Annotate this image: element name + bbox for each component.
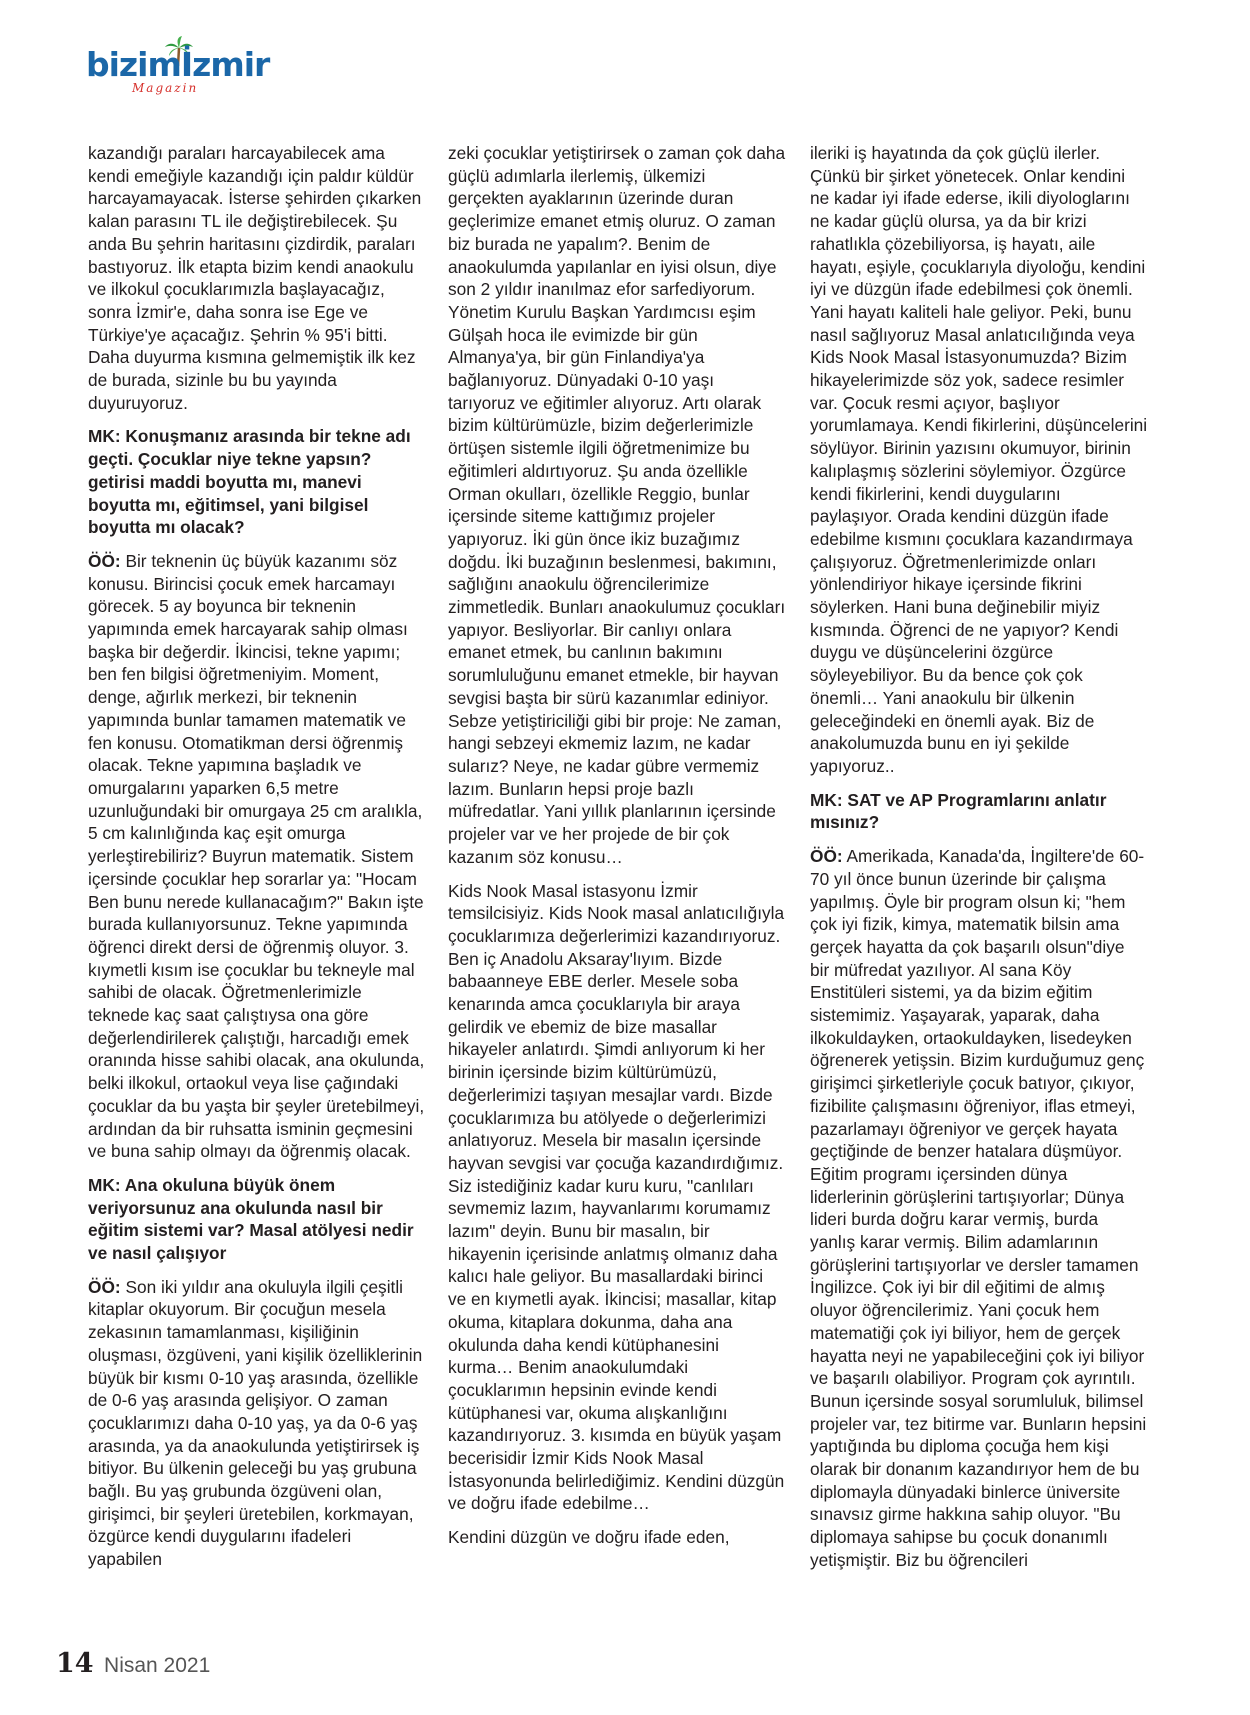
masthead-logo [86, 40, 270, 102]
interview-answer [88, 550, 426, 1163]
masthead-title [86, 45, 270, 84]
interview-question: MK: Ana okuluna büyük önem veriyorsunuz ana okulunda nasıl bir eğitim sistemi var? Masal atölyesi nedir ve nasıl çalışıyor [88, 1174, 414, 1264]
text-column-1 [88, 142, 426, 1582]
masthead-subtitle: Magazin [132, 81, 199, 95]
body-paragraph: zeki çocuklar yetiştirirsek o zaman çok daha güçlü adımlarla ilerlemiş, ülkemizi gerçekten ayaklarının üzerinde duran geçlerimize emanet etmiş oluruz. O zaman biz burada ne yapalım?. Benim de anaokulumda yapılanlar en iyisi olsun, diye son 2 yıldır inanılmaz efor sarfediyorum. Yönetim Kurulu Başkan Yardımcısı eşim Gülşah hoca ile evimizde bir gün Almanya'ya, bir gün Finlandiya'ya bağlanıyoruz. Dünyadaki 0-10 yaşı tarıyoruz ve eğitimler alıyoruz. Artı olarak bizim kültürümüzle, bizim değerlerimizle örtüşen sistemle ilgili öğretmenimize bu eğitimleri aldırtıyoruz. Şu anda özellikle Orman okulları, özellikle Reggio, bunlar içersinde siteme kattığımız projeler yapıyoruz. İki gün önce ikiz buzağımız doğdu. İki buzağının beslenmesi, bakımını, sağlığını anaokulu öğrencilerimize zimmetledik. Bunları anaokulumuz çocukları yapıyor. Besliyorlar. Bir canlıyı onlara emanet etmek, bu canlının bakımını sorumluluğunu emanet etmekle, bir hayvan sevgisi başta bir sürü kazanımlar ediniyor. Sebze yetiştiriciliği gibi bir proje: Ne zaman, hangi sebzeyi ekmemiz lazım, ne kadar sularız? Neye, ne kadar gübre vermemiz lazım. Bunların hepsi proje bazlı müfredatlar. Yani yıllık planlarının içersinde projeler var ve her projede de bir çok kazanım söz konusu… [448, 143, 786, 867]
issue-date: Nisan 2021 [104, 1654, 211, 1677]
answer-text: Amerikada, Kanada'da, İngiltere'de 60- 70 yıl önce bunun üzerinde bir çalışma yapılmış. Öyle bir program olsun ki; "hem çok iyi fizik, kimya, matematik bilsin ama gerçek hayatta da çok başarılı olsun"diye bir müfredat yazılıyor. Al sana Köy Enstitüleri sistemi, ya da bizim eğitim sistemimiz. Yaşayarak, yaparak, daha ilkokuldayken, ortaokuldayken, lisedeyken öğrenerek yetişsin. Bizim kurduğumuz genç girişimci şirketleriyle çocuk batıyor, çıkıyor, fizibilite çalışmasını öğreniyor, iflas etmeyi, pazarlamayı öğreniyor ve gerçek hayata geçtiğinde de benzer hatalara düşmüyor. Eğitim programı içersinden dünya liderlerinin görüşlerini tartışıyorlar; Dünya lideri burda doğru karar vermiş, burda yanlış karar vermiş. Bilim adamlarının görüşlerini tartışıyorlar ve dersler tamamen İngilizce. Çok iyi bir dil eğitimi de almış oluyor öğrencilerimiz. Yani çocuk hem matematiği çok iyi biliyor, hem de gerçek hayatta neyi ne yapabileceğini çok iyi biliyor ve başarılı olabiliyor. Program çok ayrıntılı. Bunun içersinde sosyal sorumluluk, bilimsel projeler var, tez bitirme var. Bunların hepsini yaptığında bu diploma çocuğa hem kişi olarak bir donanım kazandırıyor hem de bu diplomayla dünyadaki binlerce üniversite sınavsız girme hakkına sahip oluyor. "Bu diplomaya sahipse bu çocuk donanımlı yetişmiştir. Biz bu öğrencileri [810, 846, 1147, 1570]
answer-text: Bir teknenin üç büyük kazanımı söz konusu. Birincisi çocuk emek harcamayı görecek. 5 ay boyunca bir teknenin yapımında emek harcayarak sahip olması başka bir değerdir. İkincisi, tekne yapımı; ben fen bilgisi öğretmeniyim. Moment, denge, ağırlık merkezi, bir teknenin yapımında bunlar tamamen matematik ve fen konusu. Otomatikman dersi öğrenmiş olacak. Tekne yapımına başladık ve omurgalarını yaparken 6,5 metre uzunluğundaki bir omurgaya 25 cm aralıkla, 5 cm kalınlığında kaç eşit omurga yerleştirebiliriz? Buyrun matematik. Sistem içersinde çocuklar hep sorarlar ya: "Hocam Ben bunu nerede kullanacağım?" Bakın işte burada kullanıyorsunuz. Tekne yapımında öğrenci direkt dersi de öğrenmiş oluyor. 3. kıymetli kısım ise çocuklar bu tekneyle mal sahibi de olacak. Öğretmenlerimizle teknede kaç saat çalıştıysa ona göre değerlendirilerek çalıştığı, harcadığı emek oranında hisse sahibi olacak, ana okulunda, belki ilkokul, ortaokul veya lise çağındaki çocuklar da bu yaşta bir şeyler üretebilmeyi, ardından da bir ruhsatta isminin geçmesini ve buna sahip olmayı da öğrenmiş olacak. [88, 550, 425, 1162]
speaker-label: ÖÖ: [810, 846, 843, 867]
speaker-label: ÖÖ: [88, 1276, 121, 1297]
masthead-brand-a: bizim [86, 45, 181, 84]
body-paragraph: ileriki iş hayatında da çok güçlü ilerler. Çünkü bir şirket yönetecek. Onlar kendini ne kadar iyi ifade ederse, ikili diyologlarını ne kadar güçlü olursa, ya da bir krizi rahatlıkla çözebiliyorsa, iş hayatı, aile hayatı, eşiyle, çocuklarıyla diyoloğu, kendini iyi ve düzgün ifade edebilmesi çok önemli. Yani hayatı kaliteli hale geliyor. Peki, bunu nasıl sağlıyoruz Masal anlatıcılığında veya Kids Nook Masal İstasyonumuzda? Bizim hikayelerimizde söz yok, sadece resimler var. Çocuk resmi açıyor, başlıyor yorumlamaya. Kendi fikirlerini, düşüncelerini söylüyor. Birinin yazısını okumuyor, birinin kalıplaşmış sözlerini söylemiyor. Özgürce kendi fikirlerini, kendi duygularını paylaşıyor. Orada kendini düzgün ifade edebilme kısmını çocuklara kazandırmaya çalışıyoruz. Öğretmenlerimizde onları yönlendiriyor hikaye içersinde fikrini söylerken. Hani buna değinebilir miyiz kısmında. Öğrenci de ne yapıyor? Kendi duygu ve düşüncelerini özgürce söyleyebiliyor. Bu da bence çok çok önemli… Yani anaokulu bir ülkenin geleceğindeki en önemli ayak. Biz de anakolumuzda bunu en iyi şekilde yapıyoruz.. [810, 143, 1148, 776]
speaker-label: ÖÖ: [88, 550, 121, 571]
masthead-brand-b: İzmir [180, 45, 270, 84]
interview-answer [810, 845, 1148, 1572]
text-column-3 [810, 142, 1148, 1583]
page-footer [56, 1648, 210, 1679]
page-number: 14 [56, 1648, 94, 1679]
answer-text: Son iki yıldır ana okuluyla ilgili çeşitli kitaplar okuyorum. Bir çocuğun mesela zekasının tamamlanması, kişiliğinin oluşması, özgüveni, yani kişilik özelliklerinin büyük bir kısmı 0-10 yaş arasında, özellikle de 0-6 yaş arasında gelişiyor. O zaman çocuklarımızı daha 0-10 yaş, ya da 0-6 yaş arasında, ya da anaokulunda yetiştirirsek iş bitiyor. Bu ülkenin geleceği bu yaş grubuna bağlı. Bu yaş grubunda özgüveni olan, girişimci, bir şeyleri üretebilen, korkmayan, özgürce kendi duygularını ifadeleri yapabilen [88, 1276, 423, 1570]
body-paragraph: Kendini düzgün ve doğru ifade eden, [448, 1527, 730, 1548]
interview-question: MK: SAT ve AP Programlarını anlatır mısınız? [810, 789, 1107, 833]
text-column-2 [448, 142, 786, 1560]
body-paragraph: kazandığı paraları harcayabilecek ama kendi emeğiyle kazandığı için paldır küldür harcayamayacak. İsterse şehirden çıkarken kalan parasını TL ile değiştirebilecek. Şu anda Bu şehrin haritasını çizdirdik, paraları bastıyoruz. İlk etapta bizim kendi anaokulu ve ilkokul çocuklarımızla başlayacağız, sonra İzmir'e, daha sonra ise Ege ve Türkiye'ye açacağız. Şehrin % 95'i bitti. Daha duyurma kısmına gelmemiştik ilk kez de burada, sizinle bu bu yayında duyuruyoruz. [88, 143, 422, 413]
interview-answer [88, 1276, 426, 1571]
body-paragraph: Kids Nook Masal istasyonu İzmir temsilcisiyiz. Kids Nook masal anlatıcılığıyla çocuklarımıza değerlerimizi kazandırıyoruz. Ben iç Anadolu Aksaray'lıyım. Bizde babaanneye EBE derler. Mesele soba kenarında amca çocuklarıyla bir araya gelirdik ve ebemiz de bize masallar hikayeler anlatırdı. Şimdi anlıyorum ki her birinin içersinde bizim kültürümüzü, değerlerimizi taşıyan mesajlar vardı. Bizde çocuklarımıza bu atölyede o değerlerimizi anlatıyoruz. Mesela bir masalın içersinde hayvan sevgisi var çocuğa kazandırdığımız. Siz istediğiniz kadar kuru kuru, "canlıları sevmemiz lazım, hayvanlarımı korumamız lazım" deyin. Bunu bir masalın, bir hikayenin içerisinde anlatmış olmanız daha kalıcı hale geliyor. Bu masallardaki birinci ve en kıymetli ayak. İkincisi; masallar, kitap okuma, kitaplara dokunma, daha ana okulunda daha kendi kütüphanesini kurma… Benim anaokulumdaki çocuklarımın hepsinin evinde kendi kütüphanesi var, okuma alışkanlığını kazandırıyoruz. 3. kısımda en büyük yaşam becerisidir İzmir Kids Nook Masal İstasyonunda belirlediğimiz. Kendini düzgün ve doğru ifade edebilme… [448, 880, 785, 1514]
interview-question: MK: Konuşmanız arasında bir tekne adı geçti. Çocuklar niye tekne yapsın? getirisi maddi boyutta mı, manevi boyutta mı, eğitimsel, yani bilgisel boyutta mı olacak? [88, 426, 411, 538]
